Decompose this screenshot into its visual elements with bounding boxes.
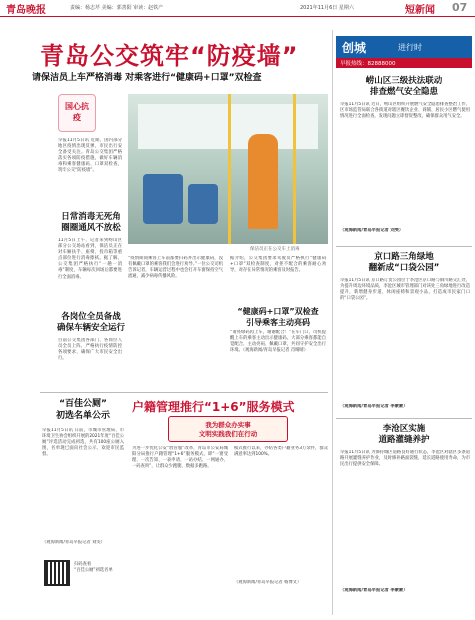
main-para-3: 目前公交集团各部门、各岗位人员全员上阵，严格执行疫情防控各项要求，确保广大市民安全出行。 [58, 338, 122, 362]
photo-caption: 保洁员正在公交车上消毒 [250, 247, 300, 252]
licang-byline: （观海新闻/青岛早报记者 李蒙蒙） [340, 588, 408, 593]
qr-caption: 扫码查看 “百佳公厕”初选名单 [74, 562, 113, 573]
bus-interior-photo [128, 94, 328, 244]
service-headline: 户籍管理推行“1+6”服务模式 [132, 400, 295, 414]
divider [336, 418, 472, 419]
jingkou-body: 早报11月5日讯 京口路订货公园位于李沧区京口路与铜川路交汇处，为提升周边环境品质，李沧区城市管理部门对该处三角绿地进行改造提升，新增健身步道、休闲座椅和景观小品，打造成市民家门口的“口袋公园”。 [340, 278, 470, 302]
issue-date: 2021年11月6日 星期六 [300, 5, 354, 11]
licang-body: 早报11月5日讯 为保持城区道路良好通行状态，李沧区对辖区多条道路开展灌缝养护作业，及时修补路面裂缝，延长道路使用寿命，为市民出行提供安全保障。 [340, 450, 470, 468]
main-subheadline: 请保洁员上车严格消毒 对乘客进行“健康码+口罩”双检查 [32, 73, 262, 83]
chuangcheng-banner [336, 36, 472, 58]
subhead-all-staff: 各岗位全员备战 确保车辆安全运行 [56, 312, 125, 333]
divider [40, 392, 328, 393]
cleaner-figure [248, 134, 278, 229]
hotline-bar [336, 58, 472, 68]
main-headline: 青岛公交筑牢“防疫墙” [40, 42, 299, 70]
service-badge [168, 416, 288, 442]
main-para-2: “疫情期间乘客上车前都要扫码并出示健康码，没有佩戴口罩的乘客我们会进行劝导。”一位公交司机告诉记者，车辆运营过程中也会打开车窗保持空气流通，减少病毒传播风险。 [128, 256, 223, 280]
hotline-text: 早报热线：82888000 [340, 61, 396, 67]
service-byline: （观海新闻/青岛早报记者 杨博文） [234, 580, 302, 585]
badge-line-1: 我为群众办实事 [205, 421, 251, 429]
handrail [228, 94, 231, 244]
jingkou-byline: （观海新闻/青岛早报记者 李蒙蒙） [340, 404, 408, 409]
page-number: 07 [452, 1, 468, 14]
laoshan-body: 早报11月5日讯 近日，崂山区组织开展燃气安全隐患排查整治工作，区市场监管局联合各街道对辖区餐饮企业、商铺、居民小区燃气使用情况进行全面检查，发现问题立即督促整改，确保群众用气安全。 [340, 102, 470, 120]
qr-code[interactable] [44, 560, 70, 586]
subhead-double-check: “健康码+口罩”双检查 引导乘客主动亮码 [237, 307, 319, 327]
divider [336, 246, 472, 247]
service-para-2: 模式推行以来，办结各类户籍业务3万余件，群众满意率达到100%。 [234, 446, 328, 458]
masthead-logo: 青岛晚报 [6, 5, 46, 16]
subhead-disinfection: 日常消毒无死角 圈圈通风不放松 [61, 212, 121, 233]
laoshan-byline: （观海新闻/青岛早报记者 刘雯） [340, 228, 404, 233]
bus-seat [188, 184, 218, 224]
main-para-1: 11月5日上午，记者来到崂山区部分公交场站看到，保洁员正在对车厢扶手、座椅、投币箱等重点部位进行消毒擦拭。据了解，公交集团严格执行“一趟一消毒”制度，车辆每次回场后都要进行全面消毒。 [58, 238, 122, 280]
main-para-5: “请亮绿码再上车，谢谢配合！”在车门口，司机提醒上车的乘客主动出示健康码。大部分乘客都能自觉配合，主动亮码、佩戴口罩，共同守护安全出行环境。（观海新闻/青岛早报记者 肖晴晴） [230, 330, 326, 354]
bus-seat [143, 174, 183, 224]
banner-title: 创城 [342, 41, 367, 55]
column-rule [332, 30, 333, 615]
editor-line: 责编：杨志芹 美编：郭善阳 审读：赵铁产 [70, 5, 164, 11]
laoshan-headline: 崂山区三级扶法联动 排查燃气安全隐患 [365, 76, 443, 97]
banner-subtitle: 进行时 [398, 43, 422, 52]
badge-line-2: 文明实践我们在行动 [198, 430, 258, 438]
anti-epidemic-badge [58, 94, 96, 132]
section-name: 短新闻 [405, 5, 435, 16]
handrail [293, 94, 296, 244]
toilet-byline: （观海新闻/青岛早报记者 刘雯） [42, 540, 105, 545]
jingkou-headline: 京口路三角绿地 翻新成“口袋公园” [368, 252, 440, 273]
toilet-headline: “百佳公厕” 初选名单公示 [55, 399, 110, 421]
main-intro: 早报11月5日讯 近期，国内部分地区疫情出现反弹，市民出行安全备受关注。青岛公交集团严格落实各项防疫措施，做好车辆消毒和乘客健康码、口罩双检查，筑牢公交“防疫墙”。 [58, 138, 122, 174]
masthead [0, 0, 475, 17]
main-para-4: 据介绍，公交集团要求驾驶员严格执行“健康码+口罩”双检查制度，对拒不配合的乘客耐心劝导，对存在异常情况的乘客及时报告。 [230, 256, 326, 274]
toilet-body: 早报11月5日讯 日前，市城市管理局、市环境卫生协会组织开展的2021年度“百佳公厕”评选活动完成初选，共有100座公厕入围，名单现已面向社会公示，欢迎市民监督。 [42, 428, 124, 458]
badge-text: 国心抗疫 [65, 102, 89, 122]
licang-headline: 李沧区实施 道路灌缝养护 [378, 424, 430, 445]
service-para-1: 为进一步优化公安“放管服”改革，青岛市公安局城阳分局推行户籍管理“1+6”服务模式，即“一窗受理、一次告知、一表申请、一站办结、一网通办、一码查询”，让群众少跑腿、数据多跑路。 [132, 446, 228, 470]
